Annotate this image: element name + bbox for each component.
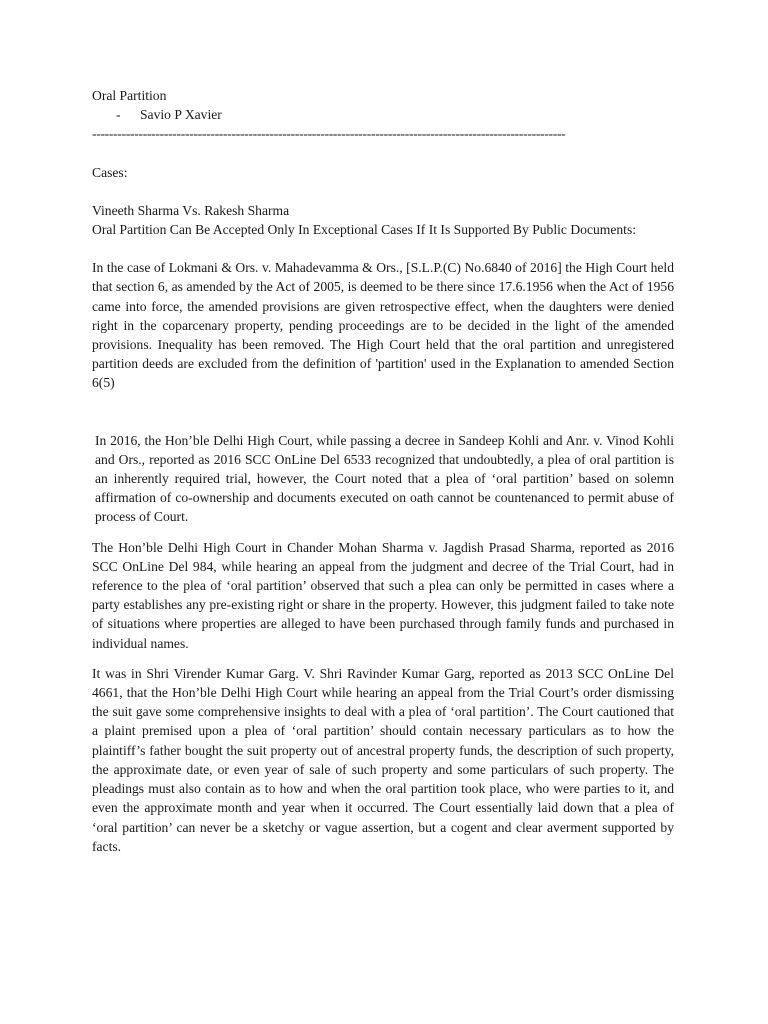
author-name: Savio P Xavier bbox=[140, 107, 222, 123]
author-dash: - bbox=[116, 107, 121, 123]
paragraph-3: The Hon’ble Delhi High Court in Chander Mohan Sharma v. Jagdish Prasad Sharma, reported as 2016 SCC OnLine Del 984, while hearing an appeal from the judgment and decree of the Trial Court, had in reference to the plea of ‘oral partition’ observed that such a plea can only be permitted in cases where a party establishes any pre-existing right or share in the property. However, this judgment failed to take note of situations where properties are alleged to have been purchased through family funds and purchased in individual names. bbox=[92, 539, 674, 651]
document-title: Oral Partition bbox=[92, 88, 167, 103]
paragraph-4: It was in Shri Virender Kumar Garg. V. Shri Ravinder Kumar Garg, reported as 2013 SCC OnLine Del 4661, that the Hon’ble Delhi High Court while hearing an appeal from the Trial Court’s order dismissing the suit gave some comprehensive insights to deal with a plea of ‘oral partition’. The Court cautioned that a plaint premised upon a plea of ‘oral partition’ should contain necessary particulars as to how the plaintiff’s father bought the suit property out of ancestral property funds, the description of such property, the approximate date, or even year of sale of such property and some particulars of such property. The pleadings must also contain as to how and when the oral partition took place, who were parties to it, and even the approximate month and year when it occurred. The Court essentially laid down that a plea of ‘oral partition’ can never be a sketchy or vague assertion, but a cogent and clear averment supported by facts. bbox=[92, 665, 674, 854]
paragraph-2: In 2016, the Hon’ble Delhi High Court, while passing a decree in Sandeep Kohli and Anr. v. Vinod Kohli and Ors., reported as 2016 SCC OnLine Del 6533 recognized that undoubtedly, a plea of oral partition is an inherently required trial, however, the Court noted that a plea of ‘oral partition’ based on solemn affirmation of co-ownership and documents executed on oath cannot be countenanced to permit abuse of process of Court. bbox=[95, 432, 674, 525]
spacer bbox=[92, 144, 674, 163]
spacer bbox=[92, 182, 674, 201]
spacer bbox=[92, 527, 674, 538]
document-page bbox=[92, 86, 674, 856]
cases-heading: Cases: bbox=[92, 164, 128, 180]
case-subtitle: Oral Partition Can Be Accepted Only In Exceptional Cases If It Is Supported By Public Documents: bbox=[92, 222, 637, 238]
spacer bbox=[92, 239, 674, 258]
author-line bbox=[92, 105, 674, 124]
paragraph-1: In the case of Lokmani & Ors. v. Mahadevamma & Ors., [S.L.P.(C) No.6840 of 2016] the High Court held that section 6, as amended by the Act of 2005, is deemed to be there since 17.6.1956 when the Act of 1956 came into force, the amended provisions are given retrospective effect, when the daughters were denied right in the coparcenary property, pending proceedings are to be decided in the light of the amended provisions. Inequality has been removed. The High Court held that the oral partition and unregistered partition deeds are excluded from the definition of 'partition' used in the Explanation to amended Section 6(5) bbox=[92, 260, 674, 391]
case-title: Vineeth Sharma Vs. Rakesh Sharma bbox=[92, 202, 290, 218]
spacer bbox=[92, 393, 674, 431]
separator-line: ---------------------------------------------------------------------------------------------------------------- bbox=[92, 126, 566, 142]
spacer bbox=[92, 653, 674, 664]
